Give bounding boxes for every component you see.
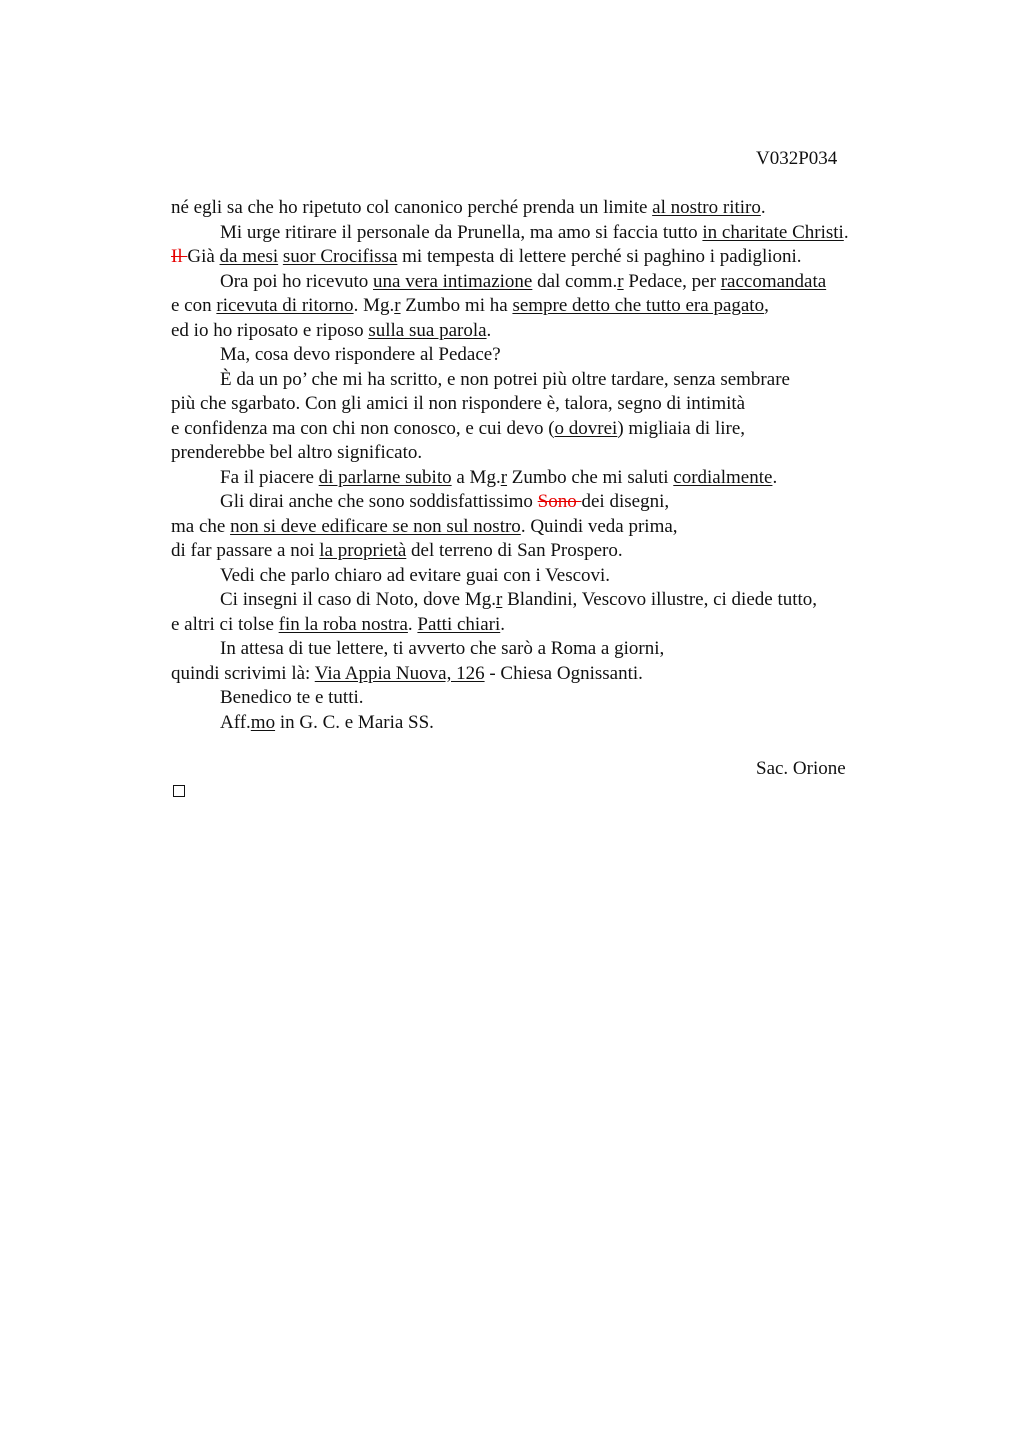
text-span: Zumbo mi ha — [400, 295, 513, 316]
text-span: , — [764, 295, 769, 316]
text-line — [171, 539, 931, 564]
text-line — [171, 294, 931, 319]
text-span: Vedi che parlo chiaro ad evitare guai con i Vescovi. — [220, 564, 611, 586]
text-line — [171, 613, 931, 638]
text-line — [171, 441, 931, 466]
underlined-text: la proprietà — [319, 540, 407, 561]
text-span: . — [843, 221, 849, 243]
underlined-text: r — [394, 295, 401, 316]
text-span: Aff. — [220, 711, 251, 733]
underlined-text: r — [500, 466, 508, 488]
page-code: V032P034 — [756, 148, 838, 169]
text-span: di far passare a noi — [171, 540, 320, 561]
text-line — [171, 588, 931, 613]
text-span: È da un po’ che mi ha scritto, e non potrei più oltre tardare, senza sembrare — [220, 368, 790, 390]
text-line — [171, 637, 931, 662]
text-span: Ci insegni il caso di Noto, dove Mg. — [220, 589, 497, 610]
text-line — [171, 319, 931, 344]
text-line — [171, 490, 931, 515]
text-span: - Chiesa Ognissanti. — [484, 662, 643, 684]
struck-text: Il — [171, 246, 188, 267]
underlined-text: raccomandata — [720, 270, 827, 292]
text-span: ma che — [171, 515, 231, 537]
signature: Sac. Orione — [756, 758, 846, 779]
text-line — [171, 686, 931, 711]
underlined-text: non si deve edificare se non sul nostro — [230, 515, 521, 537]
text-span: . Mg. — [353, 295, 395, 316]
underlined-text: sempre detto che tutto era pagato — [512, 295, 765, 316]
text-span: in G. C. e Maria SS. — [275, 711, 434, 733]
underlined-text: in charitate Christi — [702, 221, 844, 243]
text-span: Pedace, per — [623, 270, 721, 292]
text-line — [171, 343, 931, 368]
text-span: più che sgarbato. Con gli amici il non rispondere è, talora, segno di intimità — [171, 393, 746, 414]
text-span: Zumbo che mi saluti — [507, 466, 674, 488]
text-span: ) migliaia di lire, — [617, 417, 746, 439]
underlined-text: di parlarne subito — [318, 466, 452, 488]
text-span: né egli sa che ho ripetuto col canonico perché prenda un limite — [171, 197, 653, 218]
text-line — [171, 466, 931, 491]
text-span: e con — [171, 295, 217, 316]
end-marker-box — [173, 785, 185, 797]
underlined-text: o dovrei — [554, 417, 618, 439]
text-span: Fa il piacere — [220, 466, 319, 488]
text-span: . — [772, 466, 778, 488]
text-line — [171, 515, 931, 540]
text-line — [171, 270, 931, 295]
text-span: quindi scrivimi là: — [171, 662, 315, 684]
text-span: a Mg. — [451, 466, 501, 488]
text-line — [171, 221, 931, 246]
text-span: . — [760, 197, 766, 218]
text-line — [171, 245, 931, 270]
text-span: ed io ho riposato e riposo — [171, 319, 369, 341]
struck-text: Sono — [537, 491, 582, 512]
text-span: e confidenza ma con chi non conosco, e cui devo ( — [171, 417, 555, 439]
underlined-text: mo — [250, 711, 276, 733]
underlined-text: r — [496, 589, 503, 610]
underlined-text: una vera intimazione — [373, 270, 533, 292]
underlined-text: sulla sua parola — [368, 319, 487, 341]
text-span: Ma, cosa devo rispondere al Pedace? — [220, 344, 501, 365]
text-line — [171, 564, 931, 589]
text-span: dei disegni, — [581, 491, 670, 512]
text-line — [171, 392, 931, 417]
text-span: dal comm. — [532, 270, 618, 292]
letter-body — [171, 196, 931, 735]
text-span: Ora poi ho ricevuto — [220, 270, 374, 292]
underlined-text: cordialmente — [673, 466, 773, 488]
text-span: Gli dirai anche che sono soddisfattissimo — [220, 491, 538, 512]
text-line — [171, 711, 931, 736]
text-span: . — [407, 613, 418, 635]
text-span: . Quindi veda prima, — [520, 515, 678, 537]
text-span: In attesa di tue lettere, ti avverto che sarò a Roma a giorni, — [220, 638, 665, 659]
underlined-text: Patti chiari — [417, 613, 501, 635]
text-span: del terreno di San Prospero. — [406, 540, 623, 561]
text-span: Già — [187, 246, 220, 267]
text-span: . — [486, 319, 492, 341]
text-span: Mi urge ritirare il personale da Prunella, ma amo si faccia tutto — [220, 221, 703, 243]
underlined-text: r — [617, 270, 624, 292]
underlined-text: al nostro ritiro — [652, 197, 761, 218]
text-span: mi tempesta di lettere perché si paghino i padiglioni. — [397, 246, 802, 267]
text-line — [171, 662, 931, 687]
underlined-text: suor Crocifissa — [282, 246, 398, 267]
text-span: Blandini, Vescovo illustre, ci diede tutto, — [502, 589, 818, 610]
underlined-text: Via Appia Nuova, 126 — [314, 662, 485, 684]
text-span: . — [500, 613, 505, 635]
text-span: e altri ci tolse — [171, 613, 279, 635]
text-span: prenderebbe bel altro significato. — [171, 442, 423, 463]
underlined-text: fin la roba nostra — [278, 613, 408, 635]
text-line — [171, 196, 931, 221]
text-span: Benedico te e tutti. — [220, 687, 364, 708]
underlined-text: da mesi — [219, 246, 279, 267]
text-line — [171, 368, 931, 393]
text-line — [171, 417, 931, 442]
underlined-text: ricevuta di ritorno — [216, 295, 354, 316]
